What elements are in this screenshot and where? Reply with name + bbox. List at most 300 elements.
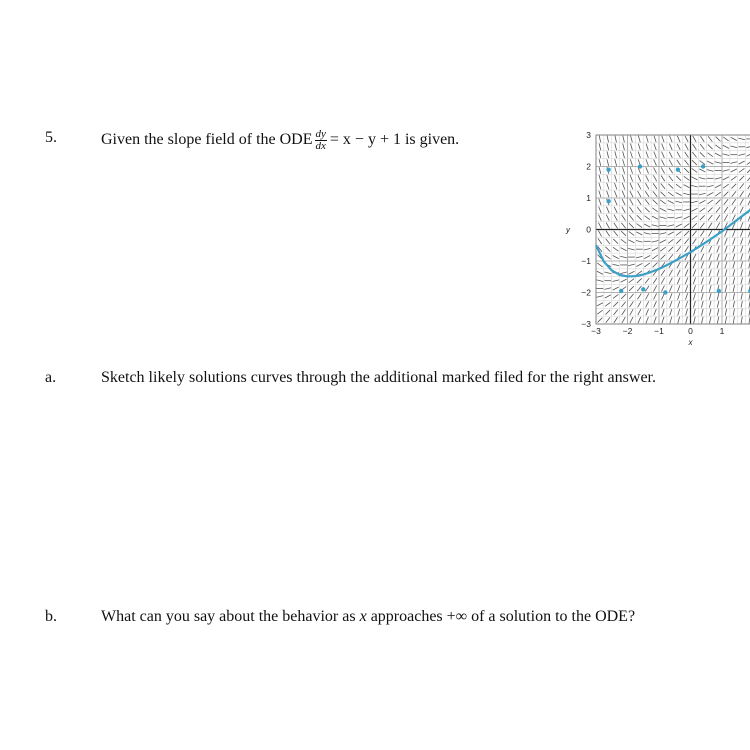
slope-segment [725,270,727,277]
slope-segment [716,200,721,205]
slope-segment [652,240,659,242]
slope-segment [741,277,743,284]
slope-segment [662,317,664,323]
slope-segment [652,225,659,227]
part-b-text [101,608,635,626]
slope-segment [614,317,618,323]
slope-segment [597,303,603,306]
slope-segment [733,270,735,277]
y-tick-label: 3 [586,130,591,140]
slope-segment [677,247,681,252]
slope-segment [660,200,665,204]
slope-segment [692,152,696,157]
slope-segment [660,208,666,211]
slope-segment [678,309,680,315]
marked-point [638,164,642,168]
slope-segment [740,207,743,213]
slope-segment [646,136,648,142]
slope-segment [631,136,633,143]
slope-segment [646,175,649,181]
slope-segment [599,199,601,205]
slope-segment [599,167,601,174]
slope-segment [605,302,610,306]
slope-segment [646,151,648,157]
derivative-fraction [315,129,327,152]
slope-segment [693,238,697,244]
slope-segment [700,231,704,237]
slope-segment [646,159,649,165]
slope-segment [636,240,643,242]
slope-segment [607,144,609,151]
slope-segment [621,279,627,282]
slope-segment [654,293,657,299]
slope-segment [691,208,697,211]
slope-segment [725,301,726,308]
slope-segment [694,301,696,308]
marked-point [663,290,667,294]
slope-segment [677,285,680,291]
slope-segment [630,309,633,315]
slope-segment [678,293,680,299]
slope-segment [615,136,617,143]
slope-segment [621,248,627,251]
slope-segment [622,199,625,205]
slope-segment [725,293,727,300]
slope-segment [652,255,657,259]
slope-segment [741,309,742,316]
slope-segment [740,199,743,205]
slope-segment [677,270,680,276]
slope-segment [675,201,682,203]
slope-segment [733,293,734,300]
slope-segment [637,207,641,212]
slope-segment [709,293,711,300]
slope-segment [716,223,719,229]
slope-segment [731,137,737,140]
slope-segment [700,208,705,212]
slope-segment [733,246,735,252]
slope-segment [606,317,610,322]
slope-segment [662,309,664,315]
x-axis-label: x [688,338,693,347]
slope-segment [702,317,704,324]
slope-segment [741,254,743,261]
slope-segment [614,223,618,229]
y-axis-label: y [566,225,570,235]
slope-segment [741,238,743,244]
slope-segment [670,309,672,315]
question-text [101,129,459,152]
slope-segment [707,200,712,204]
slope-segment [708,207,713,212]
slope-segment [599,207,602,213]
slope-segment [622,183,625,189]
slope-segment [660,233,667,235]
slope-segment [644,248,651,250]
slope-segment [622,317,625,323]
slope-segment [669,270,672,276]
slope-segment [733,262,735,269]
slope-segment [724,192,729,197]
slope-segment [684,176,689,180]
slope-segment [693,144,697,150]
slope-segment [630,151,632,157]
slope-segment [701,277,703,283]
slope-segment [661,270,665,276]
slope-segment [708,215,712,220]
slope-segment [670,293,673,299]
slope-segment [717,262,719,268]
slope-segment [676,239,681,244]
question-rhs: = x − y + 1 is given. [329,131,460,149]
slope-segment [637,286,641,291]
slope-segment [662,152,665,158]
slope-segment [606,231,610,237]
slope-segment [669,176,673,181]
slope-segment [605,247,610,252]
slope-segment [661,184,665,189]
slope-segment [700,215,705,220]
slope-segment [637,224,642,228]
slope-segment [715,162,722,164]
slope-segment [646,144,648,150]
slope-segment [739,168,744,172]
slope-segment [621,231,626,236]
slope-segment [701,293,703,300]
slope-segment [715,153,721,156]
slope-segment [630,167,632,173]
y-tick-label: 0 [586,224,591,235]
slope-segment [622,191,625,197]
slope-segment [725,317,726,324]
slope-segment [733,309,734,316]
slope-segment [699,177,706,179]
slope-segment [700,161,705,165]
slope-segment [662,136,664,142]
slope-segment [715,177,722,179]
slope-segment [678,301,680,307]
slope-segment [597,280,604,282]
slope-segment [613,294,618,298]
slope-segment [739,176,744,181]
slope-segment [725,230,728,236]
slope-segment [717,277,719,284]
slope-segment [637,294,641,300]
slope-segment [693,262,696,268]
y-tick-label: 2 [586,161,591,172]
slope-segment [685,278,688,284]
solution-curve [596,195,750,277]
slope-segment [623,144,625,151]
slope-segment [622,309,626,315]
part-b-label: b. [45,608,57,625]
slope-segment [669,152,672,158]
slope-segment [646,183,649,189]
slope-segment [668,232,674,235]
slope-segment [629,223,634,228]
marked-point [606,167,610,171]
slope-segment [620,256,627,258]
slope-segment [677,136,680,142]
slope-segment [629,215,633,220]
slope-segment [717,254,719,260]
slope-segment [621,239,626,243]
slope-segment [599,136,600,143]
slope-segment [652,208,657,212]
slope-segment [733,301,734,308]
slope-segment [615,167,617,173]
axes [596,135,750,324]
slope-segment [629,286,634,291]
slope-segment [622,215,626,221]
slope-segment [717,317,718,324]
slope-segment [685,136,688,142]
slope-segment [668,247,673,252]
slope-segment [732,191,736,196]
slope-segment [699,200,705,203]
slope-segment [636,263,642,266]
slope-segment [732,207,735,213]
slope-segment [670,136,673,142]
slope-segment [597,310,602,314]
slope-segment [709,317,710,324]
slope-segment [741,230,743,236]
slope-segment [685,285,687,291]
slope-segment [669,254,673,259]
slope-segment [645,191,649,197]
slope-segment [677,152,680,158]
slope-segment [693,254,696,260]
slope-segment [614,207,617,213]
slope-segment [645,286,649,292]
slope-segment [622,207,625,213]
slope-segment [630,183,633,189]
slope-segment [662,301,665,307]
slope-segment [715,145,720,149]
slope-segment [684,168,689,173]
slope-segment [637,215,642,220]
slope-segment [654,144,656,150]
slope-segment [731,184,736,189]
slope-segment [732,199,736,205]
slope-segment [629,279,634,283]
slope-segment [699,193,706,195]
slope-segment [684,231,689,236]
slope-segment [700,152,705,157]
slope-segment [701,285,703,291]
slope-segment [684,224,689,228]
slope-segment [654,309,657,315]
slope-segment [716,215,720,221]
slope-segment [725,238,728,244]
slope-segment [660,240,666,243]
slope-segment [741,301,742,308]
slope-segment [725,262,727,268]
slope-segment [628,271,634,274]
slope-segment [599,215,602,221]
slope-segment [621,223,625,228]
slope-segment [725,285,727,292]
slope-segment [597,296,604,298]
slope-segment [724,207,728,213]
slope-segment [709,230,712,236]
slope-segment [676,193,682,196]
slope-segment [638,136,640,143]
slope-segment [709,285,711,292]
slope-segment [614,199,617,205]
slope-segment [701,262,704,268]
slope-field-plot [560,125,750,370]
slope-segment [652,248,658,251]
fraction-numerator: dy [315,128,326,140]
slope-segment [725,309,726,316]
slope-segment [684,185,690,188]
slope-segment [740,191,744,197]
slope-segment [654,152,657,158]
slope-segment [739,161,745,164]
slope-segment [631,144,633,151]
slope-segment [686,317,688,324]
slope-segment [670,301,672,307]
slope-segment [693,293,695,299]
marked-point [619,289,623,293]
slope-segment [662,144,665,150]
slope-segment [694,309,696,316]
slope-segment [605,288,612,290]
slope-segment [678,317,680,324]
slope-segment [652,216,658,219]
slope-segment [738,154,745,156]
slope-segment [731,169,737,172]
slope-segment [606,207,609,213]
slope-segment [646,167,649,173]
slope-segment [644,216,649,220]
slope-segment [692,223,697,228]
slope-segment [628,264,635,266]
slope-segment [654,159,657,165]
slope-segment [670,317,672,323]
slope-segment [717,293,719,300]
slope-segment [685,262,688,268]
slope-segment [613,247,618,251]
slope-segment [599,183,601,189]
question-number: 5. [45,129,57,146]
part-a-text: Sketch likely solutions curves through the additional marked filed for the right answer. [101,369,656,386]
slope-segment [691,177,697,180]
slope-segment [653,191,657,196]
x-tick-label: 1 [719,326,725,336]
slope-segment [654,317,656,323]
slope-segment [644,224,650,227]
slope-segment [717,309,718,316]
slope-segment [668,209,675,211]
slope-segment [694,317,696,324]
part-b-text-after: approaches +∞ of a solution to the ODE? [366,608,636,625]
slope-segment [621,302,625,307]
slope-segment [669,285,672,291]
y-tick-label: −1 [581,256,591,266]
slope-segment [630,159,632,165]
slope-segment [661,192,666,197]
slope-segment [638,301,641,307]
slope-segment [628,248,635,250]
slope-segment [606,223,609,229]
slope-segment [653,183,657,189]
slope-segment [685,293,687,299]
fraction-denominator: dx [315,140,326,152]
slope-segment [637,199,641,205]
slope-segment [700,136,704,142]
slope-segment [707,153,712,157]
slope-segment [733,277,735,284]
marked-point [717,289,721,293]
slope-segment [709,277,711,283]
slope-segment [733,254,735,260]
slope-segment [708,223,712,229]
slope-segment [723,145,729,148]
slope-segment [707,193,713,196]
slope-segment [598,223,601,229]
slope-segment [676,231,681,235]
slope-segment [715,185,721,188]
slope-segment [645,199,649,204]
slope-segment [661,286,664,292]
slope-segment [654,301,657,307]
slope-segment [686,301,688,307]
slope-segment [607,159,609,166]
slope-segment [691,185,698,187]
slope-segment [725,277,727,284]
slope-segment [644,263,649,267]
slope-segment [707,161,713,164]
slope-segment [606,239,610,244]
slope-segment [738,138,745,140]
slope-segment [701,270,703,276]
slope-segment [701,309,703,316]
slope-segment [599,175,601,182]
slope-segment [733,238,735,244]
y-tick-label: 1 [586,193,591,203]
slope-segment [693,136,696,142]
slope-field-figure [560,125,750,370]
slope-segment [686,309,688,316]
slope-segment [653,200,658,205]
slope-segment [733,317,734,324]
slope-segment [733,285,735,292]
slope-segment [599,191,601,197]
slope-segment [668,192,673,196]
slope-segment [638,175,641,181]
slope-segment [599,151,601,158]
slope-segment [614,215,617,221]
marked-point [701,164,705,168]
slope-segment [615,183,617,189]
slope-segment [646,301,649,307]
slope-segment [677,160,681,166]
marked-point [641,287,645,291]
slope-segment [623,159,625,165]
slope-segment [747,153,750,156]
slope-segment [709,270,711,276]
part-b-variable: x [359,608,367,625]
slope-segment [645,207,650,212]
slope-segment [653,278,657,284]
slope-segment [699,169,705,172]
slope-segment [701,254,704,260]
slope-segment [660,247,665,251]
slope-segment [668,184,673,189]
part-b-text-before: What can you say about the behavior as [101,608,360,625]
